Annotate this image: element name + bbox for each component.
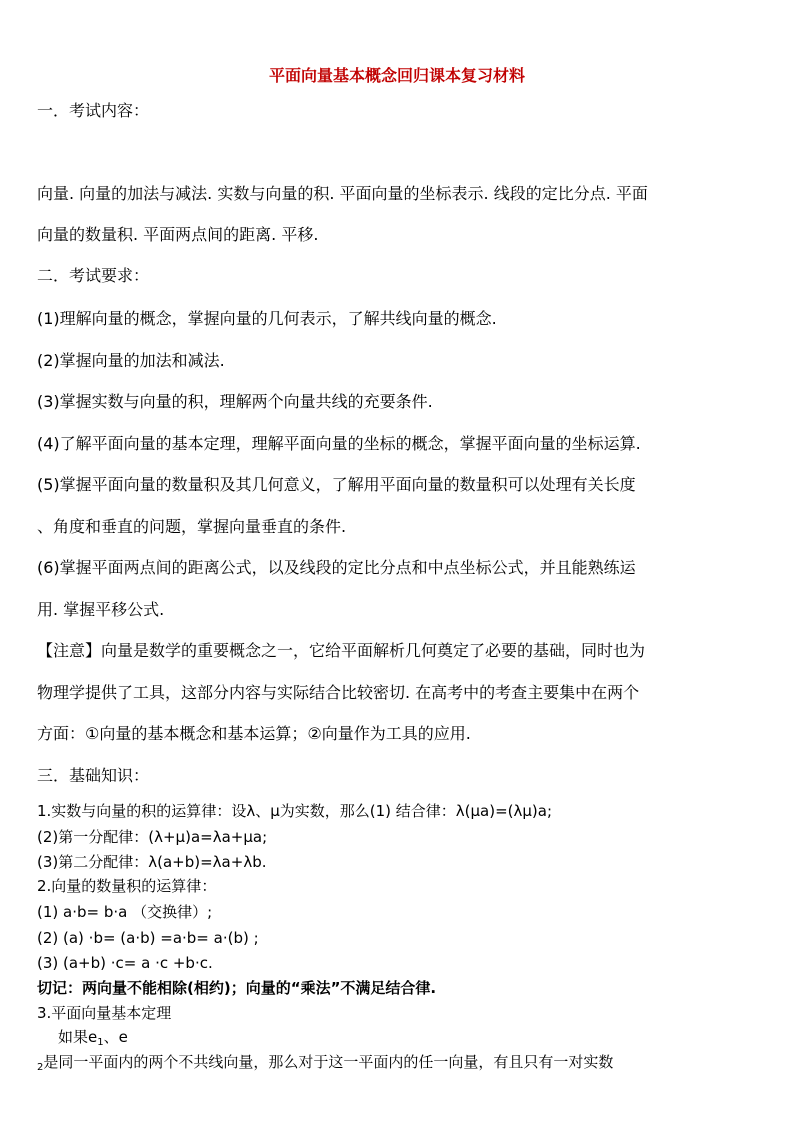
requirement-2: (2)掌握向量的加法和减法.: [37, 351, 225, 370]
section-1-line-2: 向量的数量积. 平面两点间的距离. 平移.: [37, 225, 319, 244]
note-line-2: 物理学提供了工具，这部分内容与实际结合比较密切. 在高考中的考查主要集中在两个: [37, 683, 640, 702]
requirement-5-line-2: 、角度和垂直的问题，掌握向量垂直的条件.: [37, 517, 347, 536]
requirement-3: (3)掌握实数与向量的积，理解两个向量共线的充要条件.: [37, 392, 433, 411]
note-line-1: 【注意】向量是数学的重要概念之一，它给平面解析几何奠定了必要的基础，同时也为: [37, 641, 646, 660]
theorem-subscript-1: 1: [97, 1037, 104, 1048]
knowledge-warning: 切记：两向量不能相除(相约)；向量的“乘法”不满足结合律.: [37, 979, 437, 997]
knowledge-line-9: 3.平面向量基本定理: [37, 1004, 172, 1022]
knowledge-line-3: (3)第二分配律：λ(a+b)=λa+λb.: [37, 853, 267, 871]
section-1-heading: 一．考试内容：: [37, 101, 150, 120]
section-1-line-1: 向量. 向量的加法与减法. 实数与向量的积. 平面向量的坐标表示. 线段的定比分点. 平面: [37, 184, 648, 203]
knowledge-line-4: 2.向量的数量积的运算律：: [37, 877, 217, 895]
theorem-text-post: 、e: [103, 1028, 128, 1046]
theorem-subscript-2: 2: [37, 1062, 44, 1073]
theorem-text: 是同一平面内的两个不共线向量，那么对于这一平面内的任一向量，有且只有一对实数: [43, 1053, 614, 1071]
knowledge-line-7: (3) (a+b) ·c= a ·c +b·c.: [37, 954, 213, 972]
knowledge-line-2: (2)第一分配律：(λ+μ)a=λa+μa;: [37, 828, 268, 846]
knowledge-line-11: [37, 1052, 613, 1072]
knowledge-line-6: (2) (a) ·b= (a·b) =a·b= a·(b) ;: [37, 929, 259, 947]
section-2-heading: 二．考试要求：: [37, 266, 150, 285]
requirement-1: (1)理解向量的概念，掌握向量的几何表示，了解共线向量的概念.: [37, 309, 497, 328]
requirement-6-line-1: (6)掌握平面两点间的距离公式，以及线段的定比分点和中点坐标公式，并且能熟练运: [37, 558, 636, 577]
requirement-4: (4)了解平面向量的基本定理，理解平面向量的坐标的概念，掌握平面向量的坐标运算.: [37, 434, 641, 453]
note-line-3: 方面：①向量的基本概念和基本运算；②向量作为工具的应用.: [37, 724, 471, 743]
section-3-heading: 三．基础知识：: [37, 766, 150, 785]
knowledge-line-10: [58, 1027, 128, 1047]
knowledge-line-1: 1.实数与向量的积的运算律：设λ、μ为实数，那么(1) 结合律：λ(μa)=(λμ)a;: [37, 802, 553, 820]
knowledge-line-5: (1) a·b= b·a （交换律）;: [37, 903, 213, 921]
requirement-6-line-2: 用. 掌握平移公式.: [37, 600, 165, 619]
document-title: 平面向量基本概念回归课本复习材料: [268, 66, 525, 85]
requirement-5-line-1: (5)掌握平面向量的数量积及其几何意义，了解用平面向量的数量积可以处理有关长度: [37, 475, 636, 494]
theorem-text-pre: 如果e: [58, 1028, 98, 1046]
